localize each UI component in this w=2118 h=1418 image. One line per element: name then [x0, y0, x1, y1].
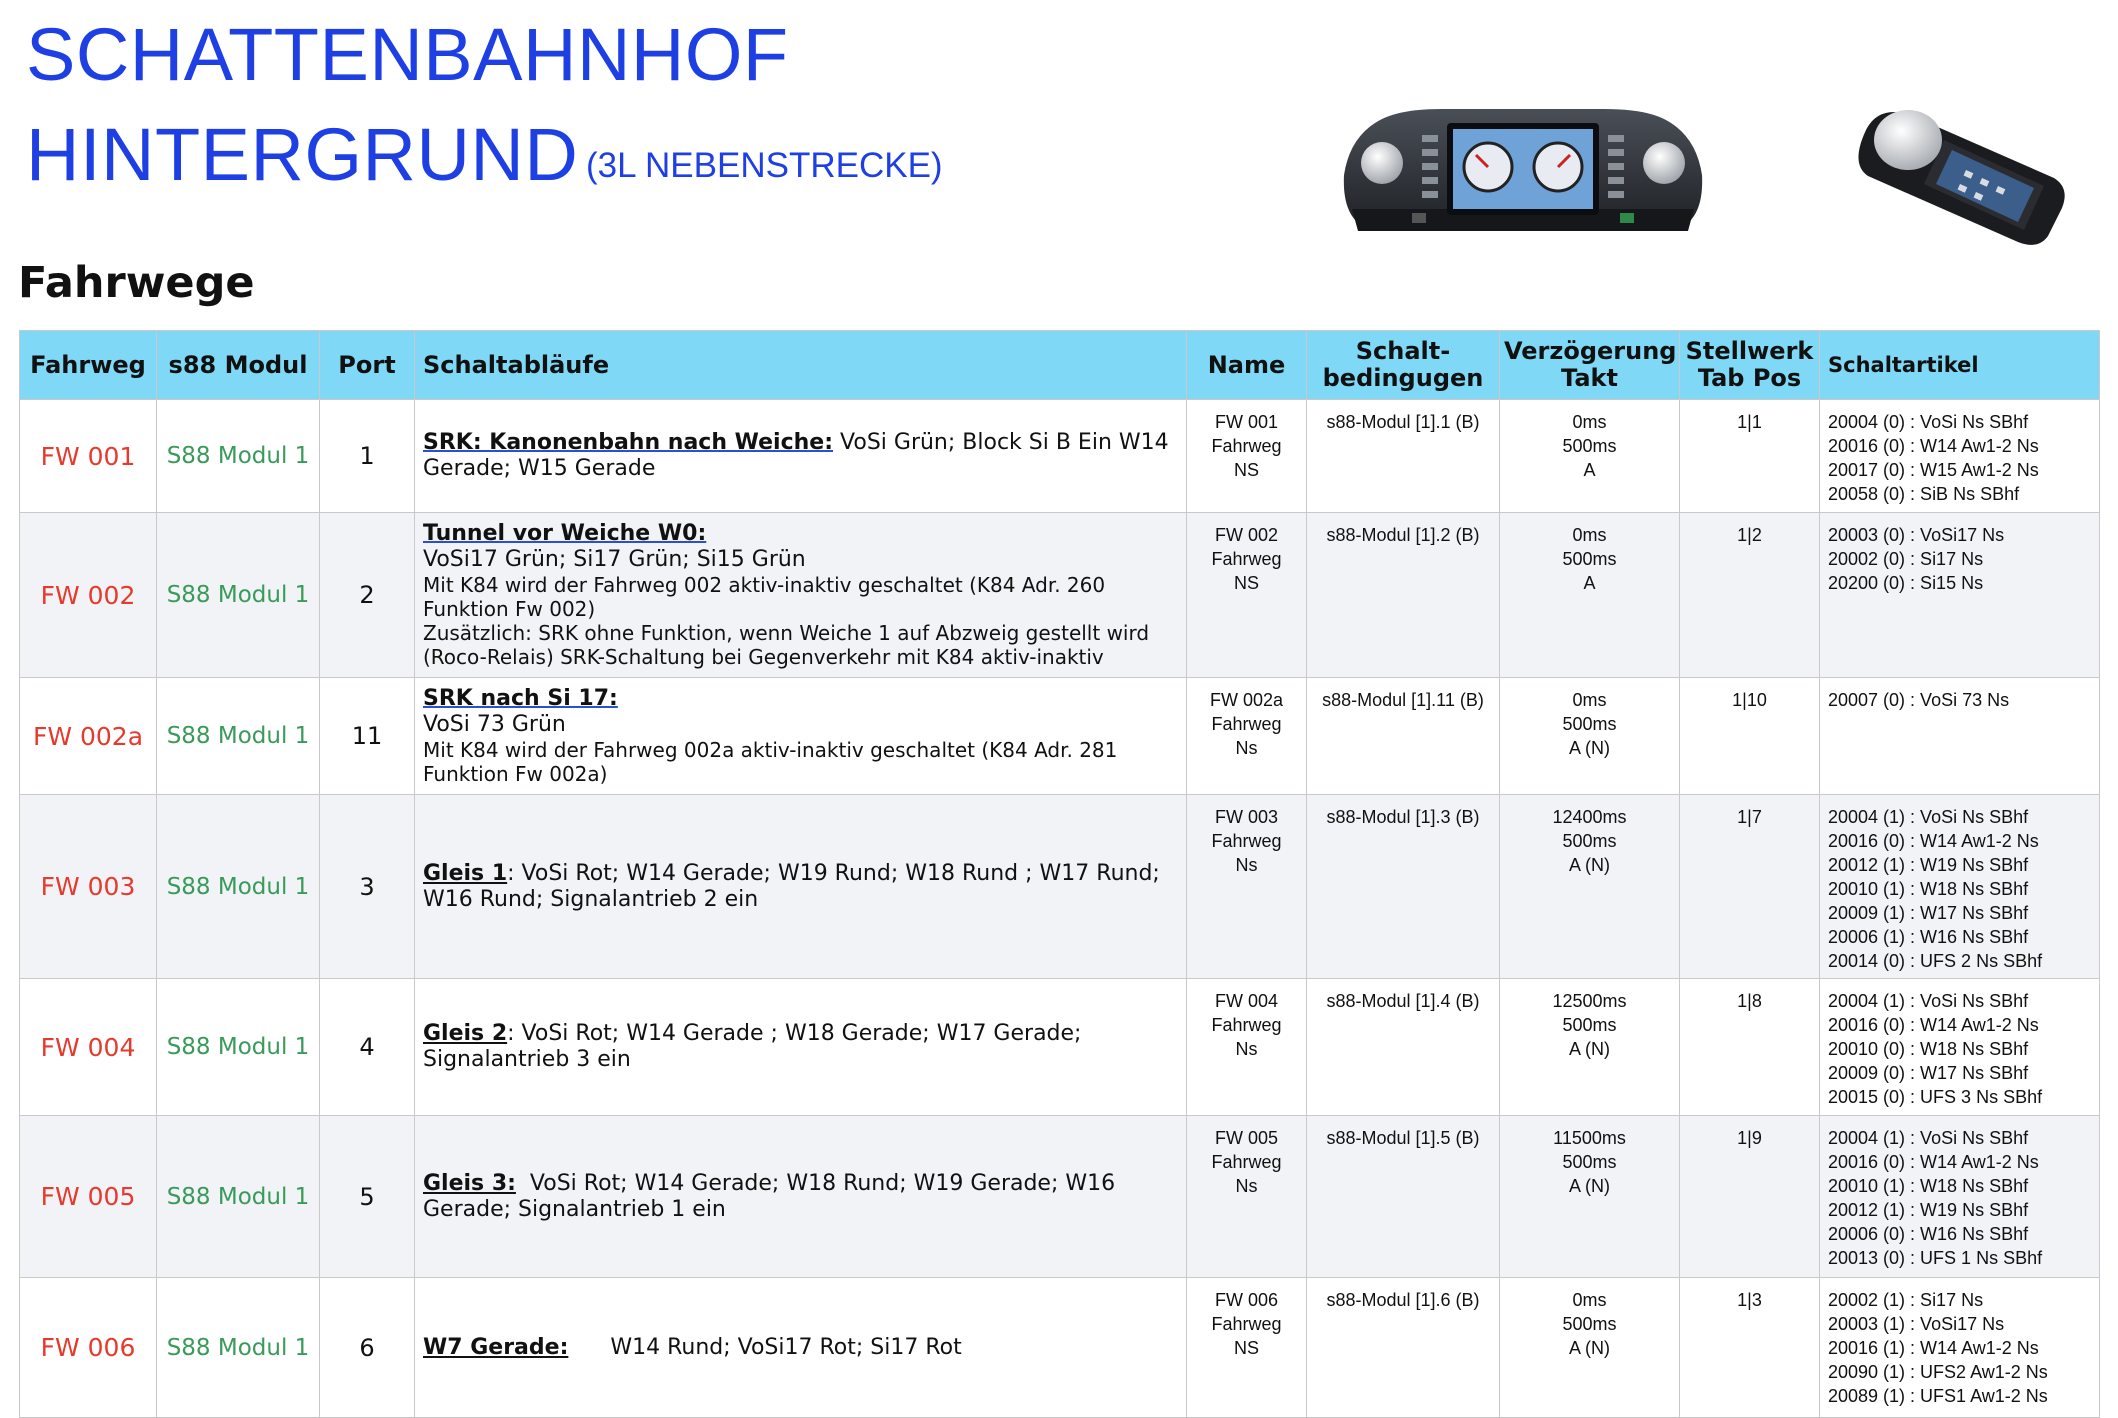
schaltartikel-line: 20016 (0) : W14 Aw1-2 Ns: [1828, 1015, 2039, 1035]
schaltartikel-cell: [1820, 795, 2100, 979]
col-header-schaltablaeufe[interactable]: Schaltabläufe: [415, 331, 1187, 400]
schaltartikel-line: 20006 (0) : W16 Ns SBhf: [1828, 1224, 2029, 1244]
table-row[interactable]: [20, 795, 2100, 979]
schaltartikel-line: 20002 (1) : Si17 Ns: [1828, 1290, 1984, 1310]
verzoegerung-line: 0ms: [1572, 690, 1607, 710]
verzoegerung-line: 11500ms: [1553, 1128, 1626, 1148]
schaltablauf-text: VoSi Rot; W14 Gerade; W18 Rund; W19 Gerade; W16 Gerade; Signalantrieb 1 ein: [423, 1170, 1123, 1222]
name-line: NS: [1233, 1338, 1259, 1358]
schaltablauf-line: Zusätzlich: SRK ohne Funktion, wenn Weiche 1 auf Abzweig gestellt wird (Roco-Relais) SRK-Schaltung bei Gegenverkehr mit K84 aktiv-inaktiv: [423, 621, 1150, 669]
stellwerk-cell: 1|1: [1680, 400, 1820, 513]
s88-modul-cell: S88 Modul 1: [157, 1116, 320, 1278]
name-line: FW 005: [1214, 1128, 1279, 1148]
schaltartikel-cell: [1820, 678, 2100, 795]
schaltablauf-cell: [415, 1116, 1187, 1278]
port-cell: 5: [320, 1116, 415, 1278]
fahrweg-cell: FW 002a: [20, 678, 157, 795]
schaltablauf-heading: Gleis 2: [423, 1021, 508, 1046]
schaltartikel-line: 20004 (0) : VoSi Ns SBhf: [1828, 412, 2029, 432]
s88-modul-cell: S88 Modul 1: [157, 513, 320, 678]
schaltablauf-heading: Tunnel vor Weiche W0:: [423, 521, 707, 546]
schaltbedingung-cell: s88-Modul [1].2 (B): [1307, 513, 1500, 678]
schaltablauf-heading: Gleis 1: [423, 860, 508, 886]
schaltartikel-line: 20089 (1) : UFS1 Aw1-2 Ns: [1828, 1386, 2048, 1406]
page-subtitle: HINTERGRUND: [26, 113, 579, 196]
verzoegerung-line: 500ms: [1562, 436, 1617, 456]
name-line: Fahrweg: [1211, 1314, 1282, 1334]
name-line: Fahrweg: [1211, 1015, 1282, 1035]
name-line: NS: [1233, 460, 1259, 480]
name-line: Ns: [1235, 1039, 1258, 1059]
port-cell: 1: [320, 400, 415, 513]
name-line: FW 002: [1214, 525, 1279, 545]
schaltartikel-line: 20016 (0) : W14 Aw1-2 Ns: [1828, 436, 2039, 456]
name-line: FW 003: [1214, 807, 1279, 827]
stellwerk-cell: 1|9: [1680, 1116, 1820, 1278]
schaltartikel-line: 20004 (1) : VoSi Ns SBhf: [1828, 991, 2029, 1011]
schaltartikel-cell: [1820, 1116, 2100, 1278]
table-row[interactable]: [20, 400, 2100, 513]
s88-modul-cell: S88 Modul 1: [157, 678, 320, 795]
port-cell: 4: [320, 979, 415, 1116]
col-header-schaltbedingungen[interactable]: Schalt- bedingugen: [1307, 331, 1500, 400]
schaltablauf-cell: [415, 400, 1187, 513]
schaltartikel-line: 20014 (0) : UFS 2 Ns SBhf: [1828, 951, 2043, 971]
name-cell: [1187, 400, 1307, 513]
schaltartikel-line: 20009 (0) : W17 Ns SBhf: [1828, 1063, 2029, 1083]
verzoegerung-cell: [1500, 795, 1680, 979]
schaltartikel-line: 20200 (0) : Si15 Ns: [1828, 573, 1984, 593]
schaltablauf-cell: [415, 513, 1187, 678]
schaltartikel-line: 20002 (0) : Si17 Ns: [1828, 549, 1984, 569]
schaltbedingung-cell: s88-Modul [1].4 (B): [1307, 979, 1500, 1116]
verzoegerung-line: 500ms: [1562, 714, 1617, 734]
schaltablauf-text: W14 Rund; VoSi17 Rot; Si17 Rot: [568, 1334, 962, 1360]
name-line: Ns: [1235, 855, 1258, 875]
schaltartikel-line: 20015 (0) : UFS 3 Ns SBhf: [1828, 1087, 2043, 1107]
table-row[interactable]: [20, 1278, 2100, 1418]
schaltablauf-text: : VoSi Rot; W14 Gerade ; W18 Gerade; W17 Gerade; Signalantrieb 3 ein: [423, 1021, 1089, 1072]
schaltartikel-line: 20003 (1) : VoSi17 Ns: [1828, 1314, 2005, 1334]
name-line: FW 006: [1214, 1290, 1279, 1310]
port-cell: 2: [320, 513, 415, 678]
schaltablauf-cell: [415, 979, 1187, 1116]
name-line: Fahrweg: [1211, 831, 1282, 851]
name-line: FW 001: [1214, 412, 1279, 432]
section-heading: Fahrwege: [18, 258, 255, 308]
port-cell: 11: [320, 678, 415, 795]
verzoegerung-cell: [1500, 513, 1680, 678]
command-station-image: [1342, 105, 1704, 235]
schaltartikel-line: 20012 (1) : W19 Ns SBhf: [1828, 1200, 2029, 1220]
verzoegerung-line: A: [1583, 573, 1596, 593]
schaltbedingung-cell: s88-Modul [1].6 (B): [1307, 1278, 1500, 1418]
name-cell: [1187, 1116, 1307, 1278]
table-row[interactable]: [20, 513, 2100, 678]
schaltablauf-heading: SRK nach Si 17:: [423, 686, 618, 711]
schaltbedingung-cell: s88-Modul [1].11 (B): [1307, 678, 1500, 795]
s88-modul-cell: S88 Modul 1: [157, 1278, 320, 1418]
port-cell: 3: [320, 795, 415, 979]
verzoegerung-cell: [1500, 400, 1680, 513]
name-cell: [1187, 795, 1307, 979]
verzoegerung-line: A (N): [1568, 1338, 1610, 1358]
col-header-verzoegerung[interactable]: Verzögerung Takt: [1500, 331, 1680, 400]
page-title: SCHATTENBAHNHOF: [26, 13, 789, 96]
schaltartikel-cell: [1820, 513, 2100, 678]
schaltartikel-cell: [1820, 979, 2100, 1116]
verzoegerung-cell: [1500, 979, 1680, 1116]
schaltablauf-line: Mit K84 wird der Fahrweg 002 aktiv-inaktiv geschaltet (K84 Adr. 260 Funktion Fw 002): [423, 573, 1106, 621]
schaltartikel-line: 20004 (1) : VoSi Ns SBhf: [1828, 1128, 2029, 1148]
verzoegerung-line: A (N): [1568, 1176, 1610, 1196]
verzoegerung-line: 0ms: [1572, 412, 1607, 432]
name-cell: [1187, 979, 1307, 1116]
stellwerk-cell: 1|2: [1680, 513, 1820, 678]
name-line: Ns: [1235, 738, 1258, 758]
name-line: Fahrweg: [1211, 436, 1282, 456]
col-header-schaltartikel[interactable]: Schaltartikel: [1820, 331, 2100, 400]
schaltartikel-line: 20010 (1) : W18 Ns SBhf: [1828, 1176, 2029, 1196]
verzoegerung-line: 500ms: [1562, 1015, 1617, 1035]
stellwerk-cell: 1|7: [1680, 795, 1820, 979]
verzoegerung-cell: [1500, 678, 1680, 795]
name-cell: [1187, 1278, 1307, 1418]
schaltartikel-line: 20058 (0) : SiB Ns SBhf: [1828, 484, 2020, 504]
schaltartikel-line: 20004 (1) : VoSi Ns SBhf: [1828, 807, 2029, 827]
schaltablauf-cell: [415, 1278, 1187, 1418]
schaltablauf-text: : VoSi Rot; W14 Gerade; W19 Rund; W18 Rund ; W17 Rund; W16 Rund; Signalantrieb 2 ein: [423, 860, 1167, 912]
handheld-throttle-image: [1848, 100, 2070, 250]
table-row[interactable]: [20, 1116, 2100, 1278]
page-subtitle-note: (3L NEBENSTRECKE): [586, 146, 943, 185]
schaltartikel-cell: [1820, 1278, 2100, 1418]
schaltbedingung-cell: s88-Modul [1].5 (B): [1307, 1116, 1500, 1278]
s88-modul-cell: S88 Modul 1: [157, 979, 320, 1116]
schaltartikel-line: 20006 (1) : W16 Ns SBhf: [1828, 927, 2029, 947]
fahrweg-cell: FW 002: [20, 513, 157, 678]
schaltartikel-line: 20007 (0) : VoSi 73 Ns: [1828, 690, 2010, 710]
schaltbedingung-cell: s88-Modul [1].1 (B): [1307, 400, 1500, 513]
schaltbedingung-cell: s88-Modul [1].3 (B): [1307, 795, 1500, 979]
schaltartikel-line: 20010 (0) : W18 Ns SBhf: [1828, 1039, 2029, 1059]
table-row[interactable]: [20, 678, 2100, 795]
schaltartikel-line: 20010 (1) : W18 Ns SBhf: [1828, 879, 2029, 899]
schaltablauf-line: VoSi17 Grün; Si17 Grün; Si15 Grün: [423, 547, 806, 572]
schaltablauf-cell: [415, 678, 1187, 795]
verzoegerung-line: A: [1583, 460, 1596, 480]
name-line: Fahrweg: [1211, 1152, 1282, 1172]
name-line: Ns: [1235, 1176, 1258, 1196]
schaltablauf-heading: Gleis 3:: [423, 1170, 516, 1196]
col-header-stellwerk[interactable]: Stellwerk Tab Pos: [1680, 331, 1820, 400]
verzoegerung-line: 0ms: [1572, 525, 1607, 545]
verzoegerung-line: 500ms: [1562, 1152, 1617, 1172]
stellwerk-cell: 1|8: [1680, 979, 1820, 1116]
table-row[interactable]: [20, 979, 2100, 1116]
name-line: FW 004: [1214, 991, 1279, 1011]
schaltartikel-cell: [1820, 400, 2100, 513]
verzoegerung-line: A (N): [1568, 738, 1610, 758]
s88-modul-cell: S88 Modul 1: [157, 795, 320, 979]
schaltartikel-line: 20012 (1) : W19 Ns SBhf: [1828, 855, 2029, 875]
verzoegerung-line: 500ms: [1562, 1314, 1617, 1334]
col-header-name[interactable]: Name: [1187, 331, 1307, 400]
verzoegerung-line: A (N): [1568, 1039, 1610, 1059]
schaltartikel-line: 20017 (0) : W15 Aw1-2 Ns: [1828, 460, 2039, 480]
schaltartikel-line: 20013 (0) : UFS 1 Ns SBhf: [1828, 1248, 2043, 1268]
verzoegerung-cell: [1500, 1278, 1680, 1418]
col-header-fahrweg[interactable]: Fahrweg: [20, 331, 157, 400]
stellwerk-cell: 1|10: [1680, 678, 1820, 795]
verzoegerung-line: 12500ms: [1552, 991, 1627, 1011]
schaltablauf-line: Mit K84 wird der Fahrweg 002a aktiv-inaktiv geschaltet (K84 Adr. 281 Funktion Fw 002a): [423, 738, 1118, 786]
table-header-row: [20, 331, 2100, 400]
name-line: Fahrweg: [1211, 549, 1282, 569]
fahrweg-cell: FW 001: [20, 400, 157, 513]
verzoegerung-line: 500ms: [1562, 831, 1617, 851]
schaltartikel-line: 20003 (0) : VoSi17 Ns: [1828, 525, 2005, 545]
verzoegerung-line: 0ms: [1572, 1290, 1607, 1310]
verzoegerung-cell: [1500, 1116, 1680, 1278]
s88-modul-cell: S88 Modul 1: [157, 400, 320, 513]
verzoegerung-line: A (N): [1568, 855, 1610, 875]
schaltablauf-cell: [415, 795, 1187, 979]
stellwerk-cell: 1|3: [1680, 1278, 1820, 1418]
col-header-s88-modul[interactable]: s88 Modul: [157, 331, 320, 400]
fahrweg-cell: FW 005: [20, 1116, 157, 1278]
verzoegerung-line: 500ms: [1562, 549, 1617, 569]
verzoegerung-line: 12400ms: [1552, 807, 1627, 827]
name-line: NS: [1233, 573, 1259, 593]
schaltablauf-line: VoSi 73 Grün: [423, 712, 566, 737]
fahrweg-cell: FW 004: [20, 979, 157, 1116]
schaltablauf-text: VoSi Grün; Block Si B Ein W14 Gerade; W15 Gerade: [423, 430, 1176, 481]
fahrweg-cell: FW 003: [20, 795, 157, 979]
fahrweg-cell: FW 006: [20, 1278, 157, 1418]
schaltartikel-line: 20016 (0) : W14 Aw1-2 Ns: [1828, 831, 2039, 851]
fahrwege-table: [19, 330, 2100, 1418]
col-header-port[interactable]: Port: [320, 331, 415, 400]
schaltablauf-heading: SRK: Kanonenbahn nach Weiche:: [423, 430, 834, 455]
schaltartikel-line: 20009 (1) : W17 Ns SBhf: [1828, 903, 2029, 923]
name-line: Fahrweg: [1211, 714, 1282, 734]
name-cell: [1187, 513, 1307, 678]
schaltablauf-heading: W7 Gerade:: [423, 1334, 569, 1360]
schaltartikel-line: 20090 (1) : UFS2 Aw1-2 Ns: [1828, 1362, 2048, 1382]
schaltartikel-line: 20016 (1) : W14 Aw1-2 Ns: [1828, 1338, 2039, 1358]
name-line: FW 002a: [1209, 690, 1284, 710]
name-cell: [1187, 678, 1307, 795]
port-cell: 6: [320, 1278, 415, 1418]
schaltartikel-line: 20016 (0) : W14 Aw1-2 Ns: [1828, 1152, 2039, 1172]
